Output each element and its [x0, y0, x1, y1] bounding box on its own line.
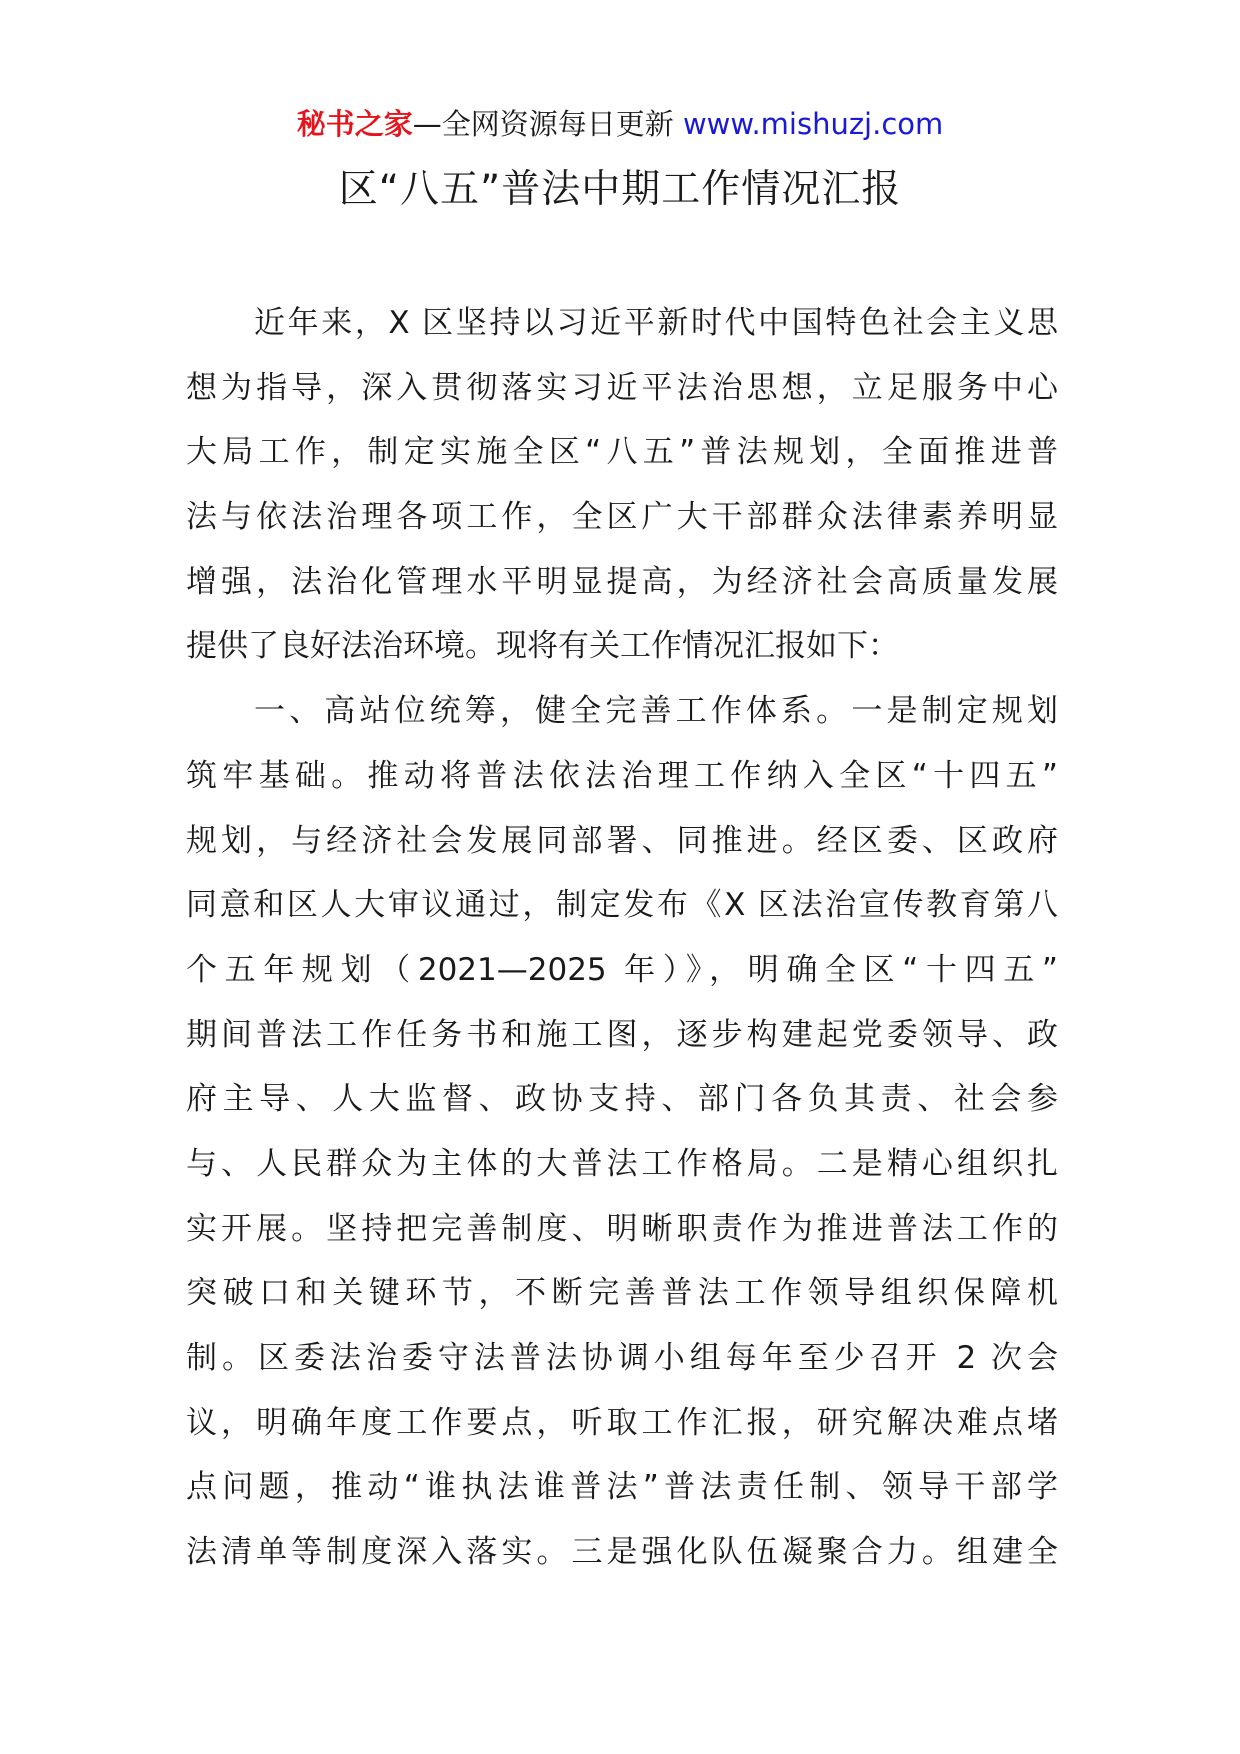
body-line: 想为指导，深入贯彻落实习近平法治思想，立足服务中心 — [186, 369, 1058, 406]
body-line: 增强，法治化管理水平明显提高，为经济社会高质量发展 — [186, 563, 1058, 600]
document-title: 区“八五”普法中期工作情况汇报 — [338, 167, 902, 212]
body-line: 近年来，X 区坚持以习近平新时代中国特色社会主义思 — [254, 305, 1058, 341]
site-url-link[interactable]: www.mishuzj.com — [682, 107, 944, 141]
site-brand: 秘书之家 — [296, 107, 413, 141]
body-line: 期间普法工作任务书和施工图，逐步构建起党委领导、政 — [186, 1016, 1058, 1053]
document-body — [186, 291, 1058, 1585]
body-line: 个五年规划（2021—2025 年）》，明确全区“十四五” — [186, 951, 1058, 988]
body-line: 府主导、人大监督、政协支持、部门各负其责、社会参 — [186, 1081, 1058, 1118]
body-line: 大局工作，制定实施全区“八五”普法规划，全面推进普 — [186, 434, 1058, 471]
body-line: 一、高站位统筹，健全完善工作体系。一是制定规划 — [254, 693, 1058, 730]
body-line: 议，明确年度工作要点，听取工作汇报，研究解决难点堵 — [186, 1404, 1058, 1441]
body-line: 规划，与经济社会发展同部署、同推进。经区委、区政府 — [186, 822, 1058, 859]
body-line: 实开展。坚持把完善制度、明晰职责作为推进普法工作的 — [186, 1210, 1058, 1247]
body-line: 法与依法治理各项工作，全区广大干部群众法律素养明显 — [186, 499, 1058, 536]
body-line: 同意和区人大审议通过，制定发布《X 区法治宣传教育第八 — [186, 887, 1058, 924]
body-line: 提供了良好法治环境。现将有关工作情况汇报如下： — [186, 628, 899, 665]
body-line: 与、人民群众为主体的大普法工作格局。二是精心组织扎 — [186, 1145, 1058, 1182]
site-tagline: —全网资源每日更新 — [412, 107, 674, 141]
body-line: 筑牢基础。推动将普法依法治理工作纳入全区“十四五” — [186, 757, 1058, 794]
body-line: 突破口和关键环节，不断完善普法工作领导组织保障机 — [186, 1275, 1058, 1312]
body-line: 制。区委法治委守法普法协调小组每年至少召开 2 次会 — [186, 1340, 1058, 1376]
body-line: 点问题，推动“谁执法谁普法”普法责任制、领导干部学 — [186, 1469, 1058, 1506]
body-line: 法清单等制度深入落实。三是强化队伍凝聚合力。组建全 — [186, 1534, 1058, 1571]
site-header — [0, 100, 1240, 148]
